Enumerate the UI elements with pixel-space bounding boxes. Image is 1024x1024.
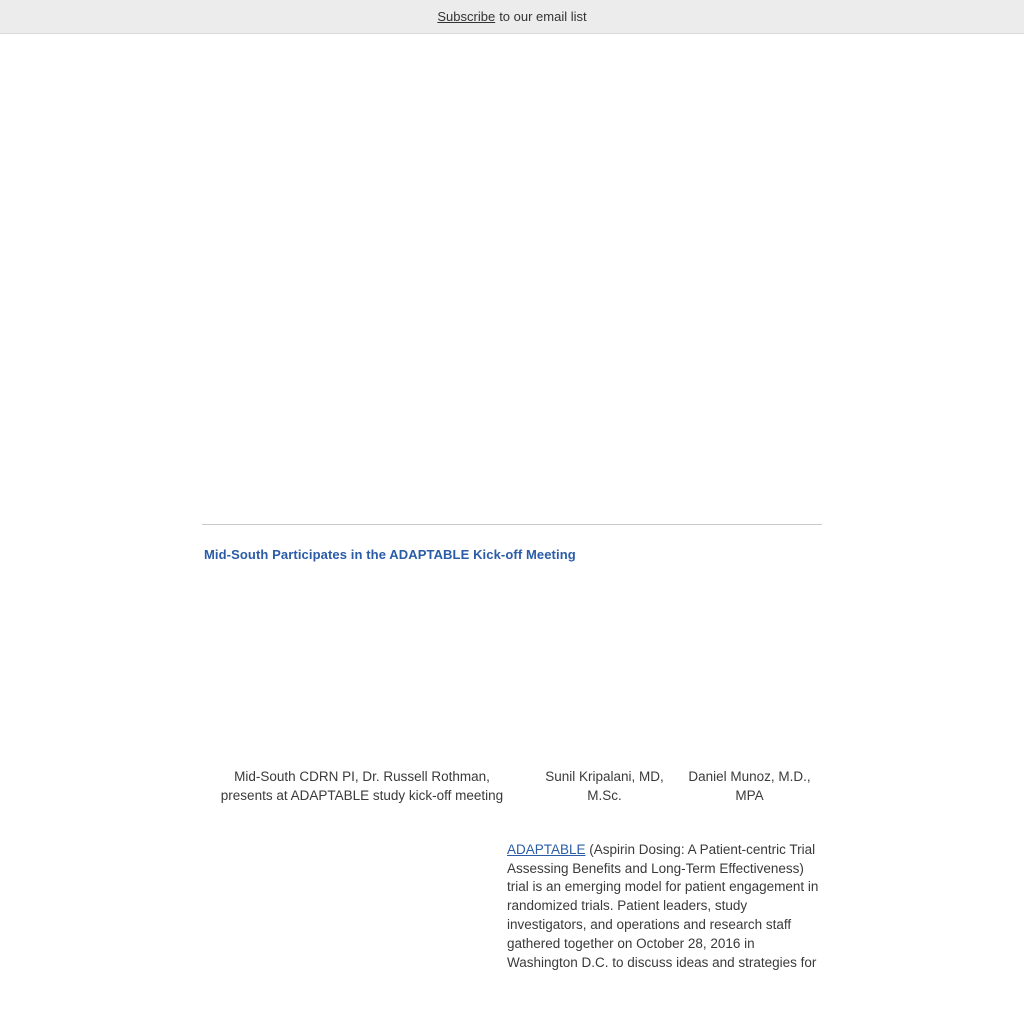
kripalani-photo [532, 596, 677, 763]
body-row [202, 841, 822, 973]
newsletter-page [0, 34, 1024, 972]
munoz-photo-caption: Daniel Munoz, M.D., MPA [688, 768, 811, 803]
subscribe-link[interactable]: Subscribe [437, 9, 496, 24]
section-title: Mid-South Participates in the ADAPTABLE Kick-off Meeting [204, 547, 576, 562]
hero-image-area [202, 34, 822, 524]
rothman-photo [202, 596, 522, 763]
photo-col-munoz [677, 596, 822, 805]
article-body [507, 841, 822, 973]
body-left-spacer [202, 841, 507, 973]
munoz-photo [677, 596, 822, 763]
photo-col-kripalani [532, 596, 677, 805]
rothman-photo-caption: Mid-South CDRN PI, Dr. Russell Rothman, presents at ADAPTABLE study kick-off meeting [220, 768, 504, 803]
photo-col-rothman [202, 596, 532, 805]
subscribe-bar [0, 0, 1024, 34]
subscribe-bar-text: to our email list [499, 9, 587, 24]
kripalani-photo-caption: Sunil Kripalani, MD, M.Sc. [545, 768, 664, 803]
photo-row [202, 596, 822, 805]
newsletter-content [202, 34, 822, 972]
article-body-text: (Aspirin Dosing: A Patient-centric Trial Assessing Benefits and Long-Term Effectiveness) trial is an emerging model for patient engagement in randomized trials. Patient leaders, study investigators, and operations and research staff gathered together on October 28, 2016 in Washington D.C. to discuss ideas and strategies for [507, 841, 819, 970]
adaptable-link[interactable]: ADAPTABLE [507, 841, 586, 857]
